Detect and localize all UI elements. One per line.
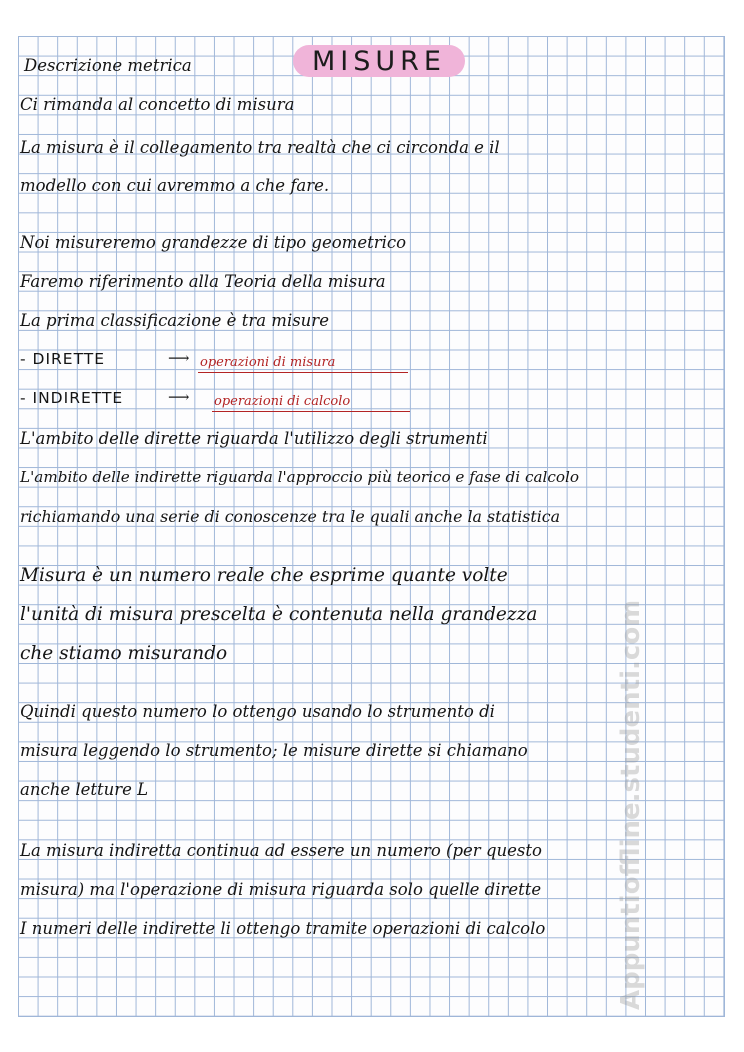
indirect-note: operazioni di calcolo bbox=[214, 394, 351, 409]
note-line: L'ambito delle dirette riguarda l'utilizzo degli strumenti bbox=[20, 429, 488, 448]
definition-line: l'unità di misura prescelta è contenuta nella grandezza bbox=[20, 604, 538, 625]
note-line: Noi misureremo grandezze di tipo geometrico bbox=[20, 233, 407, 252]
direct-note-underline bbox=[198, 372, 408, 373]
page-title: MISURE bbox=[312, 45, 446, 77]
direct-note: operazioni di misura bbox=[200, 355, 336, 370]
watermark-area bbox=[612, 548, 648, 1018]
arrow-icon: ⟶ bbox=[168, 349, 190, 367]
note-line: La prima classificazione è tra misure bbox=[20, 311, 329, 330]
indirect-note-underline bbox=[212, 411, 410, 412]
direct-label: - DIRETTE bbox=[20, 350, 106, 368]
note-line: richiamando una serie di conoscenze tra le quali anche la statistica bbox=[20, 507, 561, 526]
subtitle: Descrizione metrica bbox=[24, 56, 192, 75]
note-line: misura leggendo lo strumento; le misure dirette si chiamano bbox=[20, 741, 528, 760]
title-highlight bbox=[293, 45, 465, 77]
definition-line: Misura è un numero reale che esprime quante volte bbox=[20, 565, 508, 586]
note-line: anche letture L bbox=[20, 780, 149, 799]
watermark: Appuntioffline.studenti.com bbox=[616, 599, 646, 1010]
note-line: La misura è il collegamento tra realtà che ci circonda e il bbox=[20, 138, 500, 157]
note-line: Ci rimanda al concetto di misura bbox=[20, 95, 295, 114]
note-line: misura) ma l'operazione di misura riguarda solo quelle dirette bbox=[20, 880, 542, 899]
note-line: I numeri delle indirette li ottengo tramite operazioni di calcolo bbox=[20, 919, 546, 938]
note-line: modello con cui avremmo a che fare. bbox=[20, 176, 330, 195]
definition-line: che stiamo misurando bbox=[20, 643, 228, 664]
indirect-label: - INDIRETTE bbox=[20, 389, 124, 407]
note-line: L'ambito delle indirette riguarda l'approccio più teorico e fase di calcolo bbox=[20, 468, 580, 486]
note-line: Quindi questo numero lo ottengo usando lo strumento di bbox=[20, 702, 495, 721]
arrow-icon: ⟶ bbox=[168, 388, 190, 406]
note-line: La misura indiretta continua ad essere un numero (per questo bbox=[20, 841, 542, 860]
note-line: Faremo riferimento alla Teoria della misura bbox=[20, 272, 386, 291]
